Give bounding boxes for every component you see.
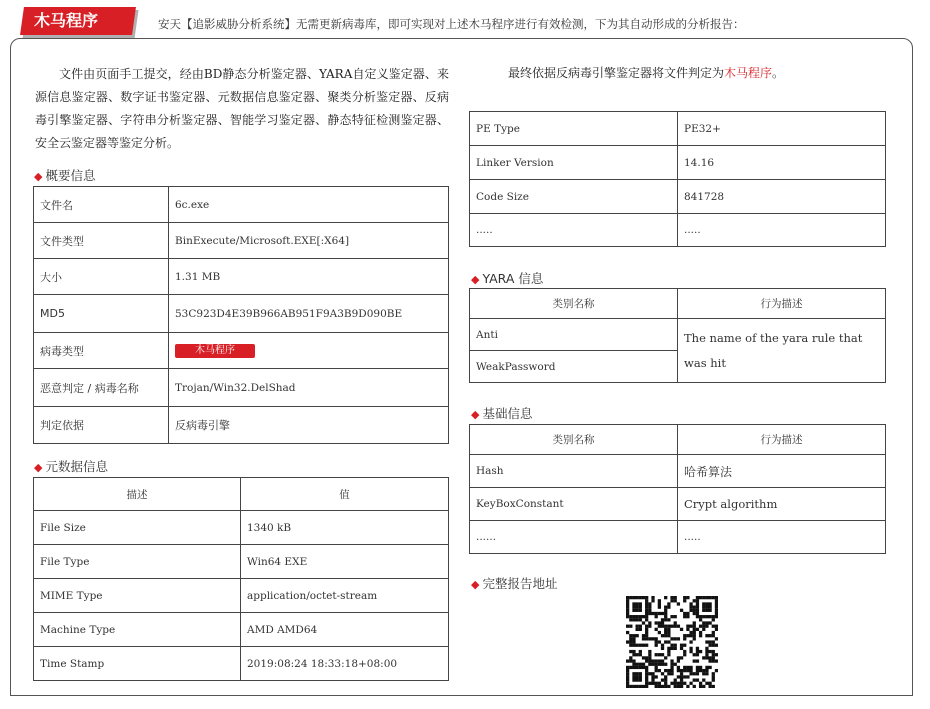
table-row [34,187,449,223]
section-tag [20,7,136,35]
yara-col-desc: 行为描述 [678,289,886,319]
overview-label: 恶意判定 / 病毒名称 [34,369,169,407]
basic-label: KeyBoxConstant [470,488,678,521]
diamond-icon: ◆ [471,578,480,591]
metadata-table [33,477,449,681]
table-row [470,488,886,521]
pe-value: 14.16 [678,146,886,180]
overview-value: BinExecute/Microsoft.EXE[:X64] [169,223,449,259]
overview-table [33,186,449,444]
metadata-value: 1340 kB [241,511,449,545]
metadata-label: Machine Type [34,613,241,647]
metadata-label: MIME Type [34,579,241,613]
table-row [34,647,449,681]
yara-rule: Anti [470,319,678,351]
overview-label: 文件类型 [34,223,169,259]
yara-rule: WeakPassword [470,351,678,383]
metadata-title: 元数据信息 [45,459,108,474]
table-header-row [470,425,886,455]
metadata-value: 2019:08:24 18:33:18+08:00 [241,647,449,681]
pe-table [469,111,886,247]
table-row [34,545,449,579]
table-row [470,214,886,247]
verdict-prefix: 最终依据反病毒引擎鉴定器将文件判定为 [508,66,725,80]
yara-title: YARA 信息 [482,271,544,286]
overview-label: 文件名 [34,187,169,223]
overview-title: 概要信息 [45,168,96,183]
yara-col-name: 类别名称 [470,289,678,319]
basic-col-name: 类别名称 [470,425,678,455]
table-row [470,112,886,146]
table-row [470,455,886,488]
table-row [34,613,449,647]
table-row [470,146,886,180]
verdict-suffix: 。 [772,66,785,80]
pe-label: Linker Version [470,146,678,180]
table-row [34,511,449,545]
overview-value: 反病毒引擎 [169,407,449,444]
metadata-value: application/octet-stream [241,579,449,613]
table-header-row [470,289,886,319]
basic-title: 基础信息 [482,406,533,421]
diamond-icon: ◆ [34,461,43,474]
pe-label: ..... [470,214,678,247]
metadata-heading [34,457,108,475]
metadata-value: AMD AMD64 [241,613,449,647]
pe-value: ..... [678,214,886,247]
virus-type-badge: 木马程序 [175,344,255,358]
report-heading [471,574,557,592]
yara-heading [471,269,543,287]
basic-label: Hash [470,455,678,488]
overview-value: 1.31 MB [169,259,449,295]
metadata-col-desc: 描述 [34,478,241,511]
table-row [34,407,449,444]
overview-label: 病毒类型 [34,333,169,369]
overview-value [169,333,449,369]
diamond-icon: ◆ [34,170,43,183]
intro-text: 安天【追影威胁分析系统】无需更新病毒库，即可实现对上述木马程序进行有效检测，下为其自动形成的分析报告： [158,17,745,31]
report-title: 完整报告地址 [482,576,558,591]
overview-label: MD5 [34,295,169,333]
metadata-value: Win64 EXE [241,545,449,579]
metadata-label: Time Stamp [34,647,241,681]
yara-table [469,288,886,383]
basic-label: ...... [470,521,678,554]
pe-label: Code Size [470,180,678,214]
table-row [34,223,449,259]
table-row [34,369,449,407]
basic-table [469,424,886,554]
section-tag-label: 木马程序 [34,11,99,30]
table-row [470,521,886,554]
table-row [34,259,449,295]
metadata-label: File Type [34,545,241,579]
metadata-label: File Size [34,511,241,545]
pe-value: PE32+ [678,112,886,146]
overview-value: Trojan/Win32.DelShad [169,369,449,407]
overview-label: 大小 [34,259,169,295]
diamond-icon: ◆ [471,273,480,286]
overview-value: 6c.exe [169,187,449,223]
verdict-highlight: 木马程序 [724,66,773,80]
table-row [470,319,886,351]
overview-label: 判定依据 [34,407,169,444]
intro-paragraph: 文件由页面手工提交，经由BD静态分析鉴定器、YARA自定义鉴定器、来源信息鉴定器、数字证书鉴定器、元数据信息鉴定器、聚类分析鉴定器、反病毒引擎鉴定器、字符串分析鉴定器、智能学习鉴定器、静态特征检测鉴定器、安全云鉴定器等鉴定分析。 [35,67,449,150]
overview-heading [34,166,95,184]
diamond-icon: ◆ [471,408,480,421]
basic-value: ..... [678,521,886,554]
table-header-row [34,478,449,511]
table-row [470,180,886,214]
verdict-text [508,64,784,81]
basic-heading [471,404,532,422]
table-row [34,295,449,333]
qr-code-icon[interactable] [626,596,718,688]
basic-value: Crypt algorithm [678,488,886,521]
metadata-col-value: 值 [241,478,449,511]
pe-value: 841728 [678,180,886,214]
pe-label: PE Type [470,112,678,146]
yara-desc: The name of the yara rule that was hit [678,319,886,383]
table-row [34,333,449,369]
basic-value: 哈希算法 [678,455,886,488]
basic-col-desc: 行为描述 [678,425,886,455]
overview-value: 53C923D4E39B966AB951F9A3B9D090BE [169,295,449,333]
table-row [34,579,449,613]
